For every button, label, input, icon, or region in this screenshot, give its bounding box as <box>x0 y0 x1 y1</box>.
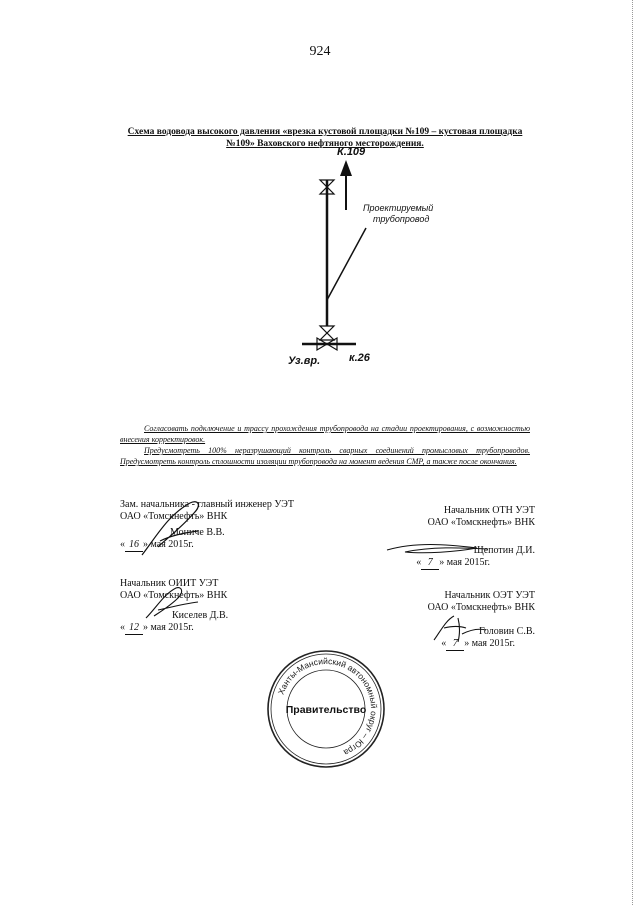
signature-scribble-icon <box>430 612 490 646</box>
official-stamp-icon <box>265 648 387 770</box>
sig-name: Щепотин Д.И. <box>473 545 535 556</box>
sig-name: Головин С.В. <box>478 626 535 637</box>
sig-position: Зам. начальника - главный инженер УЭТ <box>120 499 294 510</box>
title-line-2: №109» Ваховского нефтяного месторождения. <box>226 139 424 149</box>
lower-valve-icon <box>320 326 334 340</box>
sig-day: 7 <box>446 638 464 651</box>
notes-block <box>120 423 530 467</box>
sig-org: ОАО «Томскнефть» ВНК <box>120 511 228 522</box>
label-projected-1: Проектируемый <box>363 203 434 213</box>
sig-day: 12 <box>125 622 143 635</box>
stamp-center-text: Правительство <box>285 704 367 716</box>
sig-date: « 16 » мая 2015г. <box>120 539 194 550</box>
signature-scribble-icon <box>138 497 213 559</box>
sig-day: 16 <box>125 539 143 552</box>
signature-scribble-icon <box>385 538 490 560</box>
title-line-1: Схема водовода высокого давления «врезка кустовой площадки №109 – кустовая площадка <box>127 127 523 137</box>
label-projected-2: трубопровод <box>373 214 430 224</box>
sig-date: « 12 » мая 2015г. <box>120 622 194 633</box>
label-k109: К.109 <box>337 146 366 158</box>
sig-date: « 7 » мая 2015г. <box>416 557 490 568</box>
sig-position: Начальник ОТН УЭТ <box>443 505 535 516</box>
sig-org: ОАО «Томскнефть» ВНК <box>120 590 228 601</box>
note-paragraph-2: Предусмотреть 100% неразрушающий контроль сварных соединений промысловых трубопроводов. Предусмотреть контроль сплошности изоляции трубопровода на момент ведения СМР, а также после окончания. <box>120 446 530 466</box>
sig-position: Начальник ОИИТ УЭТ <box>120 578 219 589</box>
label-node-uzvr: Уз.вр. <box>288 355 321 367</box>
sig-name: Мониче В.В. <box>170 527 225 538</box>
sig-position: Начальник ОЭТ УЭТ <box>444 590 535 601</box>
sig-date: « 7 » мая 2015г. <box>441 638 515 649</box>
sig-name: Киселев Д.В. <box>172 610 229 621</box>
label-node-k26: к.26 <box>349 352 370 364</box>
note-paragraph-1: Согласовать подключение и трассу прохождения трубопровода на стадии проектирования, с возможностью внесения корректировок. <box>120 424 530 444</box>
sig-day: 7 <box>421 557 439 570</box>
page-number: 924 <box>309 44 331 59</box>
sig-org: ОАО «Томскнефть» ВНК <box>427 517 535 528</box>
signature-scribble-icon <box>142 582 202 622</box>
projected-pipe <box>327 228 366 300</box>
stamp-ring-text: Ханты-Мансийский автономный округ – Югра <box>275 655 380 758</box>
sig-org: ОАО «Томскнефть» ВНК <box>427 602 535 613</box>
direction-arrow-icon <box>340 160 352 210</box>
